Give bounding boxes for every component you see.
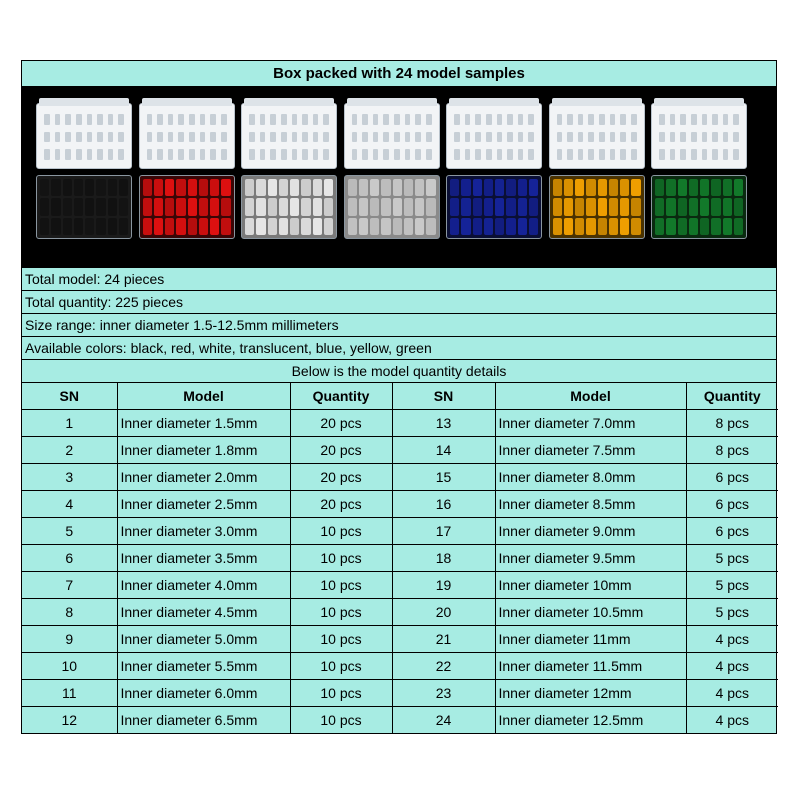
cell-sn: 3 <box>22 464 117 491</box>
product-photo <box>22 87 776 268</box>
cell-quantity: 5 pcs <box>686 599 778 626</box>
table-row <box>22 680 778 707</box>
header-model: Model <box>117 383 290 410</box>
spec-sheet <box>21 60 777 734</box>
cell-quantity: 20 pcs <box>290 437 392 464</box>
table-row <box>22 545 778 572</box>
cell-sn: 14 <box>392 437 495 464</box>
cell-model: Inner diameter 11.5mm <box>495 653 686 680</box>
cell-sn: 22 <box>392 653 495 680</box>
cell-model: Inner diameter 8.5mm <box>495 491 686 518</box>
cell-quantity: 10 pcs <box>290 680 392 707</box>
cell-model: Inner diameter 4.5mm <box>117 599 290 626</box>
table-row <box>22 464 778 491</box>
cell-model: Inner diameter 10.5mm <box>495 599 686 626</box>
cell-model: Inner diameter 10mm <box>495 572 686 599</box>
info-size-range: Size range: inner diameter 1.5-12.5mm millimeters <box>22 314 776 337</box>
cell-quantity: 10 pcs <box>290 518 392 545</box>
table-row <box>22 437 778 464</box>
box-lid <box>344 103 440 169</box>
sample-box <box>241 97 337 247</box>
cell-model: Inner diameter 7.5mm <box>495 437 686 464</box>
info-total-model: Total model: 24 pieces <box>22 268 776 291</box>
table-row <box>22 410 778 437</box>
sample-box <box>344 97 440 247</box>
cell-quantity: 6 pcs <box>686 491 778 518</box>
cell-sn: 19 <box>392 572 495 599</box>
cell-model: Inner diameter 3.5mm <box>117 545 290 572</box>
box-tray <box>139 175 235 239</box>
cell-quantity: 4 pcs <box>686 680 778 707</box>
cell-quantity: 4 pcs <box>686 707 778 734</box>
cell-model: Inner diameter 2.0mm <box>117 464 290 491</box>
info-available-colors: Available colors: black, red, white, translucent, blue, yellow, green <box>22 337 776 360</box>
table-row <box>22 491 778 518</box>
box-lid <box>36 103 132 169</box>
cell-model: Inner diameter 5.0mm <box>117 626 290 653</box>
cell-sn: 23 <box>392 680 495 707</box>
cell-sn: 11 <box>22 680 117 707</box>
cell-model: Inner diameter 6.5mm <box>117 707 290 734</box>
info-total-quantity: Total quantity: 225 pieces <box>22 291 776 314</box>
details-heading: Below is the model quantity details <box>22 360 776 383</box>
cell-sn: 5 <box>22 518 117 545</box>
header-quantity: Quantity <box>290 383 392 410</box>
table-row <box>22 653 778 680</box>
cell-sn: 16 <box>392 491 495 518</box>
cell-sn: 21 <box>392 626 495 653</box>
cell-sn: 12 <box>22 707 117 734</box>
sample-box <box>139 97 235 247</box>
cell-quantity: 6 pcs <box>686 464 778 491</box>
sample-box <box>651 97 747 247</box>
cell-quantity: 8 pcs <box>686 437 778 464</box>
header-model: Model <box>495 383 686 410</box>
box-lid <box>549 103 645 169</box>
cell-model: Inner diameter 9.0mm <box>495 518 686 545</box>
box-tray <box>241 175 337 239</box>
cell-model: Inner diameter 12.5mm <box>495 707 686 734</box>
cell-sn: 13 <box>392 410 495 437</box>
cell-model: Inner diameter 8.0mm <box>495 464 686 491</box>
box-lid <box>241 103 337 169</box>
cell-model: Inner diameter 11mm <box>495 626 686 653</box>
cell-model: Inner diameter 2.5mm <box>117 491 290 518</box>
box-lid <box>139 103 235 169</box>
cell-sn: 4 <box>22 491 117 518</box>
cell-sn: 24 <box>392 707 495 734</box>
cell-quantity: 20 pcs <box>290 464 392 491</box>
cell-sn: 17 <box>392 518 495 545</box>
cell-quantity: 10 pcs <box>290 653 392 680</box>
sample-box <box>549 97 645 247</box>
cell-quantity: 20 pcs <box>290 410 392 437</box>
cell-sn: 1 <box>22 410 117 437</box>
cell-sn: 9 <box>22 626 117 653</box>
sample-box <box>36 97 132 247</box>
header-sn: SN <box>392 383 495 410</box>
cell-quantity: 10 pcs <box>290 599 392 626</box>
table-row <box>22 572 778 599</box>
cell-model: Inner diameter 12mm <box>495 680 686 707</box>
table-row <box>22 626 778 653</box>
cell-quantity: 10 pcs <box>290 707 392 734</box>
cell-sn: 2 <box>22 437 117 464</box>
cell-model: Inner diameter 1.8mm <box>117 437 290 464</box>
cell-model: Inner diameter 6.0mm <box>117 680 290 707</box>
box-tray <box>651 175 747 239</box>
cell-quantity: 10 pcs <box>290 572 392 599</box>
box-tray <box>549 175 645 239</box>
table-row <box>22 518 778 545</box>
model-quantity-table <box>22 383 778 733</box>
box-tray <box>446 175 542 239</box>
cell-sn: 10 <box>22 653 117 680</box>
cell-quantity: 5 pcs <box>686 545 778 572</box>
table-row <box>22 707 778 734</box>
box-tray <box>36 175 132 239</box>
cell-sn: 7 <box>22 572 117 599</box>
cell-model: Inner diameter 5.5mm <box>117 653 290 680</box>
table-row <box>22 599 778 626</box>
sample-box <box>446 97 542 247</box>
cell-sn: 20 <box>392 599 495 626</box>
header-quantity: Quantity <box>686 383 778 410</box>
cell-quantity: 20 pcs <box>290 491 392 518</box>
cell-quantity: 5 pcs <box>686 572 778 599</box>
cell-quantity: 10 pcs <box>290 626 392 653</box>
cell-model: Inner diameter 9.5mm <box>495 545 686 572</box>
header-sn: SN <box>22 383 117 410</box>
box-lid <box>651 103 747 169</box>
cell-quantity: 10 pcs <box>290 545 392 572</box>
cell-model: Inner diameter 7.0mm <box>495 410 686 437</box>
cell-quantity: 4 pcs <box>686 626 778 653</box>
cell-sn: 8 <box>22 599 117 626</box>
cell-model: Inner diameter 4.0mm <box>117 572 290 599</box>
cell-sn: 18 <box>392 545 495 572</box>
cell-model: Inner diameter 1.5mm <box>117 410 290 437</box>
cell-quantity: 6 pcs <box>686 518 778 545</box>
sheet-title: Box packed with 24 model samples <box>22 61 776 87</box>
cell-sn: 15 <box>392 464 495 491</box>
cell-quantity: 4 pcs <box>686 653 778 680</box>
table-header-row <box>22 383 778 410</box>
box-tray <box>344 175 440 239</box>
box-lid <box>446 103 542 169</box>
cell-model: Inner diameter 3.0mm <box>117 518 290 545</box>
cell-quantity: 8 pcs <box>686 410 778 437</box>
cell-sn: 6 <box>22 545 117 572</box>
